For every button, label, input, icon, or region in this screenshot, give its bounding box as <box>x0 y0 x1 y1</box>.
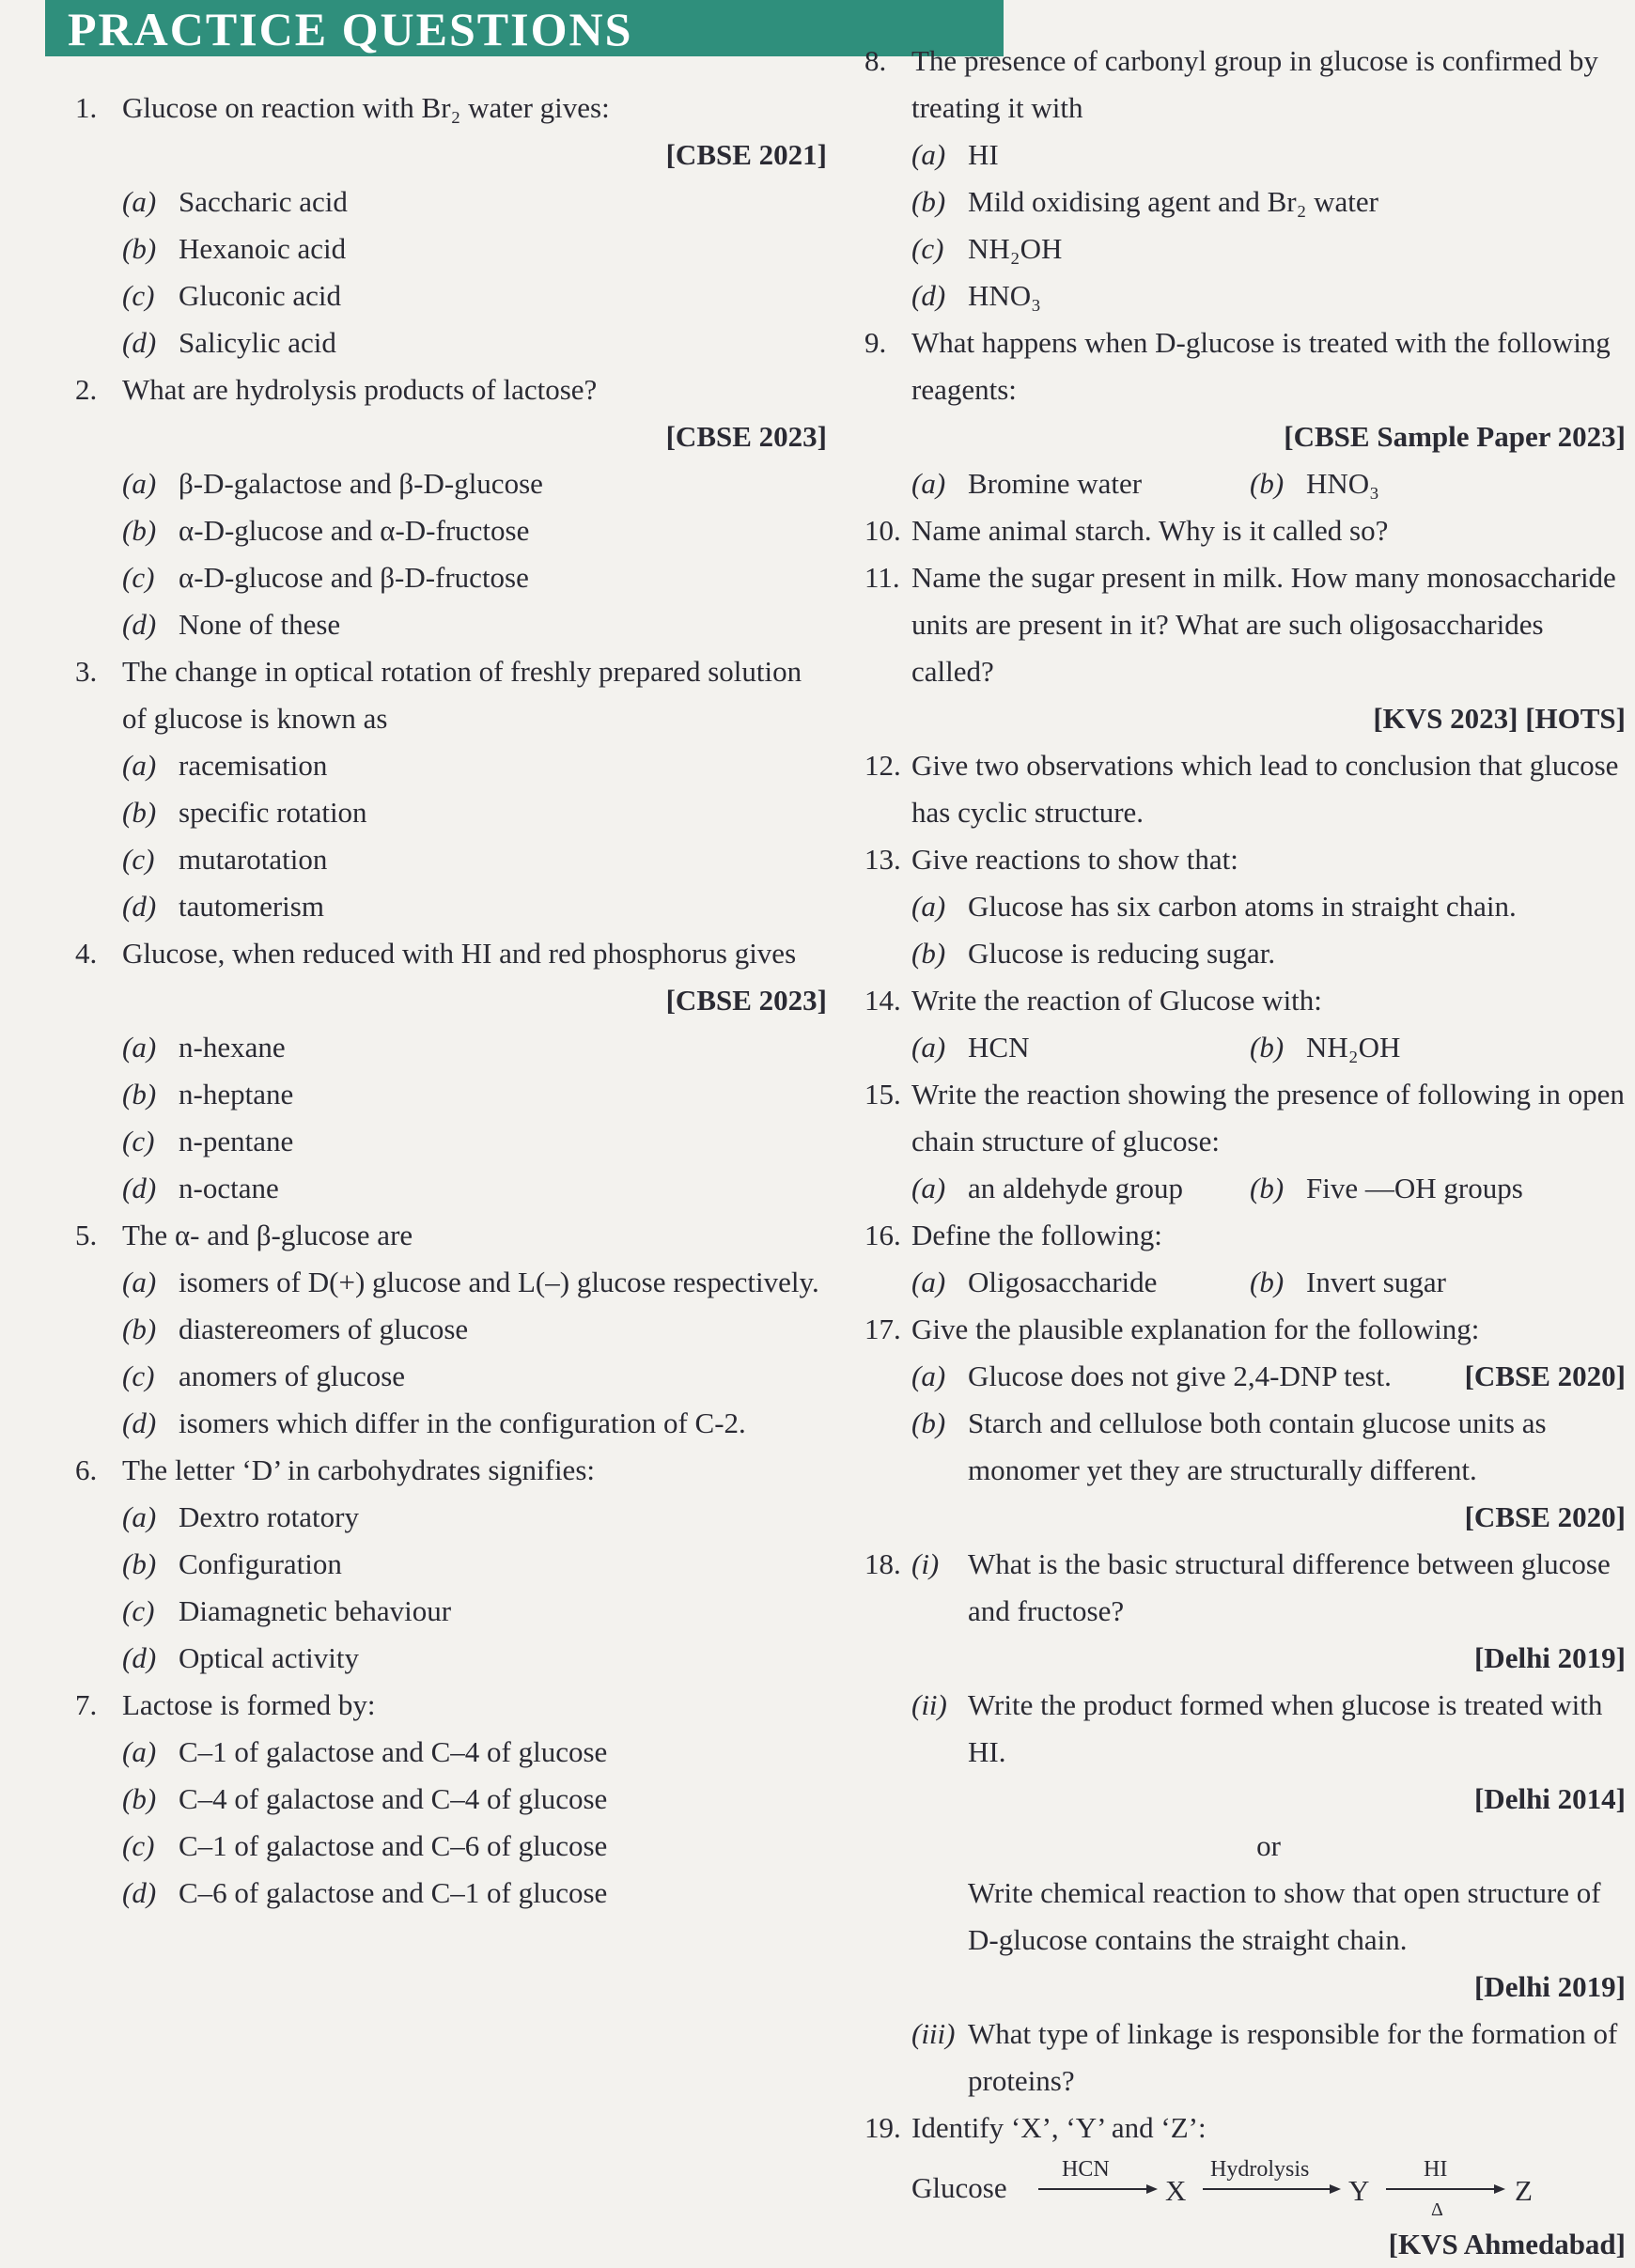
option-text: NH₂OH <box>968 232 1063 265</box>
option-label: (d) <box>122 1876 157 1909</box>
reagent-1: HCN <box>1062 2157 1110 2182</box>
option-text: α-D-glucose and α-D-fructose <box>179 514 530 547</box>
source-tag: [CBSE Sample Paper 2023] <box>1284 420 1626 453</box>
question-number: 17. <box>864 1313 901 1345</box>
question-text: Name the sugar present in milk. How many monosaccharide units are present in it? What are such oligosaccharides called? <box>911 561 1616 688</box>
option <box>75 179 827 225</box>
question-text: The α- and β-glucose are <box>122 1219 413 1251</box>
option-text: isomers of D(+) glucose and L(–) glucose respectively. <box>179 1266 819 1298</box>
option-text: Optical activity <box>179 1641 359 1674</box>
question-text: What happens when D-glucose is treated with the following reagents: <box>911 326 1611 406</box>
option <box>75 883 827 930</box>
option-label: (c) <box>122 1359 155 1392</box>
product-x: X <box>1165 2174 1187 2207</box>
sub-question <box>911 2011 1626 2105</box>
sub-text: What type of linkage is responsible for the formation of proteins? <box>968 2017 1618 2097</box>
sub-text: Write the product formed when glucose is treated with HI. <box>968 1688 1603 1768</box>
question-number: 11. <box>864 561 900 594</box>
option-text: C–1 of galactose and C–6 of glucose <box>179 1829 608 1862</box>
option <box>75 1118 827 1165</box>
option-label: (a) <box>122 1266 157 1298</box>
option <box>75 1165 827 1212</box>
option-label: (c) <box>122 1829 155 1862</box>
arrow-3-head <box>1494 2184 1505 2194</box>
question-text: The change in optical rotation of freshly prepared solution of glucose is known as <box>122 655 802 735</box>
question-text: What are hydrolysis products of lactose? <box>122 373 598 406</box>
option <box>864 1400 1626 1494</box>
option-label: (d) <box>122 608 157 641</box>
option <box>75 272 827 319</box>
option-text: C–6 of galactose and C–1 of glucose <box>179 1876 608 1909</box>
option <box>864 225 1626 272</box>
option-label: (d) <box>122 890 157 923</box>
option-text: diastereomers of glucose <box>179 1313 469 1345</box>
option-text: Glucose does not give 2,4-DNP test. <box>968 1359 1392 1392</box>
question-number: 14. <box>864 984 901 1017</box>
option-text: C–1 of galactose and C–4 of glucose <box>179 1735 608 1768</box>
question-6 <box>75 1447 827 1682</box>
option <box>75 1870 827 1917</box>
option-text: Gluconic acid <box>179 279 342 312</box>
question-text: Write the reaction of Glucose with: <box>911 984 1322 1017</box>
option-label: (b) <box>1250 1031 1285 1064</box>
option-text: mutarotation <box>179 843 328 876</box>
question-text: Identify ‘X’, ‘Y’ and ‘Z’: <box>911 2111 1207 2144</box>
option <box>75 1071 827 1118</box>
option-label: (a) <box>122 185 157 218</box>
product-z: Z <box>1515 2174 1533 2207</box>
option-label: (a) <box>122 749 157 782</box>
option-label: (c) <box>122 561 155 594</box>
option-text: n-octane <box>179 1172 279 1204</box>
option <box>75 1024 827 1071</box>
option-text: None of these <box>179 608 341 641</box>
option-label: (a) <box>911 1266 946 1298</box>
option <box>75 1306 827 1353</box>
option-label: (d) <box>122 1172 157 1204</box>
right-column <box>864 38 1626 2268</box>
page-title: PRACTICE QUESTIONS <box>68 3 633 55</box>
question-text: Give reactions to show that: <box>911 843 1238 876</box>
question-text: Give two observations which lead to conclusion that glucose has cyclic structure. <box>911 749 1619 829</box>
option-text: Configuration <box>179 1547 342 1580</box>
reagent-3: HI <box>1424 2157 1448 2182</box>
option-row <box>864 1024 1626 1071</box>
question-text: Define the following: <box>911 1219 1162 1251</box>
option-text: specific rotation <box>179 796 367 829</box>
question-9 <box>864 319 1626 507</box>
source-tag: [CBSE 2020] <box>1464 1500 1626 1533</box>
option-label: (c) <box>122 1594 155 1627</box>
sub-label: (i) <box>911 1547 940 1580</box>
reagent-2: Hydrolysis <box>1210 2157 1310 2182</box>
option-label: (a) <box>911 890 946 923</box>
option-text: isomers which differ in the configuration of C-2. <box>179 1406 746 1439</box>
option-label: (d) <box>911 279 946 312</box>
question-number: 7. <box>75 1688 98 1721</box>
option-text: Mild oxidising agent and Br₂ water <box>968 185 1378 218</box>
option-label: (a) <box>911 138 946 171</box>
option-text: HNO₃ <box>968 279 1041 312</box>
question-1 <box>75 85 827 366</box>
source-tag: [CBSE 2021] <box>665 138 827 171</box>
option-text: Glucose has six carbon atoms in straight chain. <box>968 890 1517 923</box>
question-text: Glucose on reaction with Br₂ water gives: <box>122 91 610 124</box>
arrow-2-head <box>1330 2184 1341 2194</box>
option-row <box>864 460 1626 507</box>
question-number: 10. <box>864 514 901 547</box>
option <box>75 225 827 272</box>
sub-question <box>911 1682 1626 1776</box>
option-text: n-heptane <box>179 1078 294 1111</box>
option-label: (c) <box>122 279 155 312</box>
question-17 <box>864 1306 1626 1541</box>
option-text: C–4 of galactose and C–4 of glucose <box>179 1782 608 1815</box>
option <box>864 132 1626 179</box>
option-text: n-hexane <box>179 1031 286 1064</box>
option-label: (d) <box>122 1641 157 1674</box>
source-tag: [CBSE 2023] <box>665 984 827 1017</box>
option-text: racemisation <box>179 749 328 782</box>
question-number: 18. <box>864 1547 901 1580</box>
source-tag: [Delhi 2019] <box>1473 1641 1626 1674</box>
question-15 <box>864 1071 1626 1212</box>
option-label: (b) <box>911 937 946 970</box>
option <box>864 1353 1626 1400</box>
option <box>75 1353 827 1400</box>
question-16 <box>864 1212 1626 1306</box>
option-text: HCN <box>968 1031 1030 1064</box>
option-label: (a) <box>911 467 946 500</box>
question-text: Write the reaction showing the presence of following in open chain structure of glucose: <box>911 1078 1625 1157</box>
option-label: (b) <box>122 1313 157 1345</box>
option-text: HNO₃ <box>1306 467 1379 500</box>
reaction-scheme <box>864 2155 1626 2221</box>
option-text: Saccharic acid <box>179 185 348 218</box>
option <box>75 1400 827 1447</box>
sub-text: What is the basic structural difference between glucose and fructose? <box>968 1547 1611 1627</box>
option-label: (a) <box>911 1359 946 1392</box>
source-tag: [CBSE 2023] <box>665 420 827 453</box>
source-tag: [Delhi 2019] <box>1473 1970 1626 2003</box>
product-y: Y <box>1348 2174 1370 2207</box>
option-text: Five —OH groups <box>1306 1172 1523 1204</box>
option-text: Glucose is reducing sugar. <box>968 937 1276 970</box>
option-label: (b) <box>122 796 157 829</box>
arrow-1-head <box>1146 2184 1158 2194</box>
option <box>75 789 827 836</box>
option-text: β-D-galactose and β-D-glucose <box>179 467 543 500</box>
question-text: Give the plausible explanation for the following: <box>911 1313 1480 1345</box>
option-label: (b) <box>122 1078 157 1111</box>
option <box>75 1729 827 1776</box>
question-number: 16. <box>864 1219 901 1251</box>
option <box>75 1588 827 1635</box>
option-label: (b) <box>1250 467 1285 500</box>
option <box>864 272 1626 319</box>
option-label: (a) <box>122 467 157 500</box>
question-18 <box>864 1541 1626 2105</box>
reaction-arrows <box>911 2155 1607 2221</box>
option-text: tautomerism <box>179 890 324 923</box>
option <box>75 460 827 507</box>
option-text: anomers of glucose <box>179 1359 406 1392</box>
source-tag: [CBSE 2020] <box>1464 1359 1626 1392</box>
question-number: 9. <box>864 326 887 359</box>
question-text: The letter ‘D’ in carbohydrates signifies: <box>122 1453 595 1486</box>
question-number: 19. <box>864 2111 901 2144</box>
source-tag: [KVS 2023] [HOTS] <box>1373 702 1626 735</box>
option <box>75 742 827 789</box>
reagent-3-condition: Δ <box>1431 2199 1443 2220</box>
option-label: (a) <box>122 1031 157 1064</box>
option-label: (c) <box>911 232 944 265</box>
question-number: 3. <box>75 655 98 688</box>
question-19 <box>864 2105 1626 2268</box>
alt-text: Write chemical reaction to show that open structure of D-glucose contains the straight chain. <box>968 1876 1601 1956</box>
question-11 <box>864 554 1626 742</box>
question-number: 8. <box>864 44 887 77</box>
question-number: 1. <box>75 91 98 124</box>
question-3 <box>75 648 827 930</box>
source-tag: [Delhi 2014] <box>1473 1782 1626 1815</box>
option-row <box>864 1165 1626 1212</box>
question-text: Glucose, when reduced with HI and red phosphorus gives <box>122 937 797 970</box>
question-5 <box>75 1212 827 1447</box>
option-label: (b) <box>1250 1172 1285 1204</box>
option-label: (d) <box>122 326 157 359</box>
option-label: (b) <box>1250 1266 1285 1298</box>
sub-label: (iii) <box>911 2017 956 2050</box>
question-number: 5. <box>75 1219 98 1251</box>
option <box>75 1259 827 1306</box>
option-label: (c) <box>122 1125 155 1157</box>
option-text: Starch and cellulose both contain glucose units as monomer yet they are structurally different. <box>968 1406 1547 1486</box>
option-label: (b) <box>122 514 157 547</box>
option-label: (a) <box>911 1172 946 1204</box>
option <box>75 601 827 648</box>
option <box>75 1823 827 1870</box>
option-label: (b) <box>911 185 946 218</box>
option-label: (b) <box>911 1406 946 1439</box>
option <box>75 1776 827 1823</box>
option <box>75 319 827 366</box>
option-text: Hexanoic acid <box>179 232 347 265</box>
question-7 <box>75 1682 827 1917</box>
option-text: n-pentane <box>179 1125 294 1157</box>
option <box>75 507 827 554</box>
question-number: 12. <box>864 749 901 782</box>
option <box>864 179 1626 225</box>
source-tag: [KVS Ahmedabad] <box>1388 2228 1626 2260</box>
option-text: NH₂OH <box>1306 1031 1401 1064</box>
option-text: Bromine water <box>968 467 1143 500</box>
option-text: Oligosaccharide <box>968 1266 1158 1298</box>
option-text: Diamagnetic behaviour <box>179 1594 452 1627</box>
sub-label: (ii) <box>911 1688 947 1721</box>
option <box>75 1494 827 1541</box>
question-text: The presence of carbonyl group in glucose is confirmed by treating it with <box>911 44 1598 124</box>
option-label: (b) <box>122 232 157 265</box>
question-number: 2. <box>75 373 98 406</box>
question-14 <box>864 977 1626 1071</box>
question-12 <box>864 742 1626 836</box>
option <box>75 1541 827 1588</box>
option-text: Salicylic acid <box>179 326 336 359</box>
reaction-start: Glucose <box>911 2171 1007 2204</box>
option-text: α-D-glucose and β-D-fructose <box>179 561 529 594</box>
option-text: Dextro rotatory <box>179 1500 359 1533</box>
question-13 <box>864 836 1626 977</box>
question-2 <box>75 366 827 648</box>
option-label: (b) <box>122 1782 157 1815</box>
question-text: Name animal starch. Why is it called so? <box>911 514 1389 547</box>
question-number: 15. <box>864 1078 901 1111</box>
option-text: HI <box>968 138 999 171</box>
option-label: (c) <box>122 843 155 876</box>
question-number: 4. <box>75 937 98 970</box>
question-text: Lactose is formed by: <box>122 1688 376 1721</box>
question-10 <box>864 507 1626 554</box>
question-8 <box>864 38 1626 319</box>
question-number: 13. <box>864 843 901 876</box>
option-label: (a) <box>911 1031 946 1064</box>
option-row <box>864 1259 1626 1306</box>
option <box>75 1635 827 1682</box>
option-label: (a) <box>122 1735 157 1768</box>
question-number: 6. <box>75 1453 98 1486</box>
option <box>864 883 1626 930</box>
option <box>864 930 1626 977</box>
option-label: (a) <box>122 1500 157 1533</box>
option-text: an aldehyde group <box>968 1172 1183 1204</box>
option <box>75 836 827 883</box>
or-separator: or <box>1256 1829 1281 1862</box>
question-4 <box>75 930 827 1212</box>
left-column <box>75 85 827 1917</box>
sub-question <box>911 1541 1626 1635</box>
option-label: (b) <box>122 1547 157 1580</box>
option <box>75 554 827 601</box>
option-label: (d) <box>122 1406 157 1439</box>
option-text: Invert sugar <box>1306 1266 1446 1298</box>
